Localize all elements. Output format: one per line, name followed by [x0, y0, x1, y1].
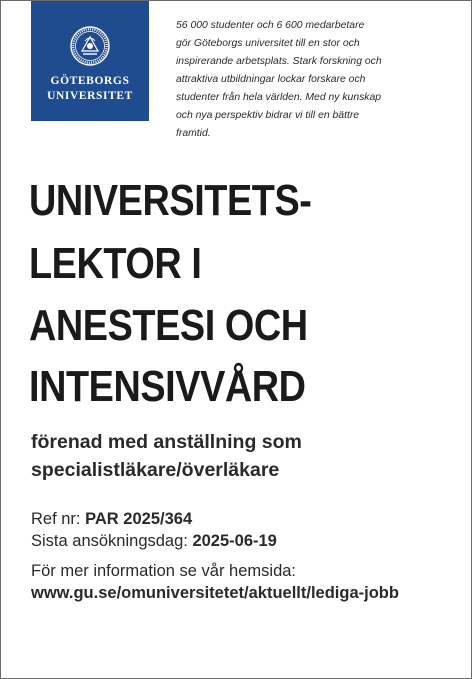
deadline-value: 2025-06-19: [192, 532, 277, 550]
website-link[interactable]: www.gu.se/omuniversitetet/aktuellt/lediga-jobb: [31, 584, 399, 602]
job-title-line: ANESTESI OCH: [29, 301, 308, 350]
university-logo: [31, 1, 149, 121]
subtitle-line: specialistläkare/överläkare: [31, 459, 280, 481]
intro-line: studenter från hela världen. Med ny kunskap: [176, 92, 382, 103]
job-title-line: LEKTOR I: [29, 239, 202, 288]
reference-value: PAR 2025/364: [85, 510, 193, 528]
application-deadline: [31, 530, 277, 552]
logo-text-line-2: UNIVERSITET: [47, 90, 133, 102]
reference-label: Ref nr:: [31, 510, 86, 528]
intro-paragraph: [176, 17, 421, 143]
subtitle-line: förenad med anställning som: [31, 431, 302, 453]
university-seal-icon: [70, 26, 110, 66]
logo-text-line-1: GÖTEBORGS: [50, 75, 130, 87]
intro-line: inspirerande arbetsplats. Stark forskning och: [176, 56, 382, 67]
reference-number: [31, 508, 192, 530]
job-title-line: INTENSIVVÅRD: [29, 362, 306, 411]
intro-line: attraktiva utbildningar lockar forskare och: [176, 74, 366, 85]
more-info-label: För mer information se vår hemsida:: [31, 562, 297, 580]
intro-line: gör Göteborgs universitet till en stor och: [176, 38, 360, 49]
intro-line: och nya perspektiv bidrar vi till en bättre: [176, 110, 360, 121]
intro-line: framtid.: [176, 128, 211, 139]
job-title-line: UNIVERSITETS-: [29, 176, 312, 225]
deadline-label: Sista ansökningsdag:: [31, 532, 193, 550]
intro-line: 56 000 studenter och 6 600 medarbetare: [176, 20, 365, 31]
